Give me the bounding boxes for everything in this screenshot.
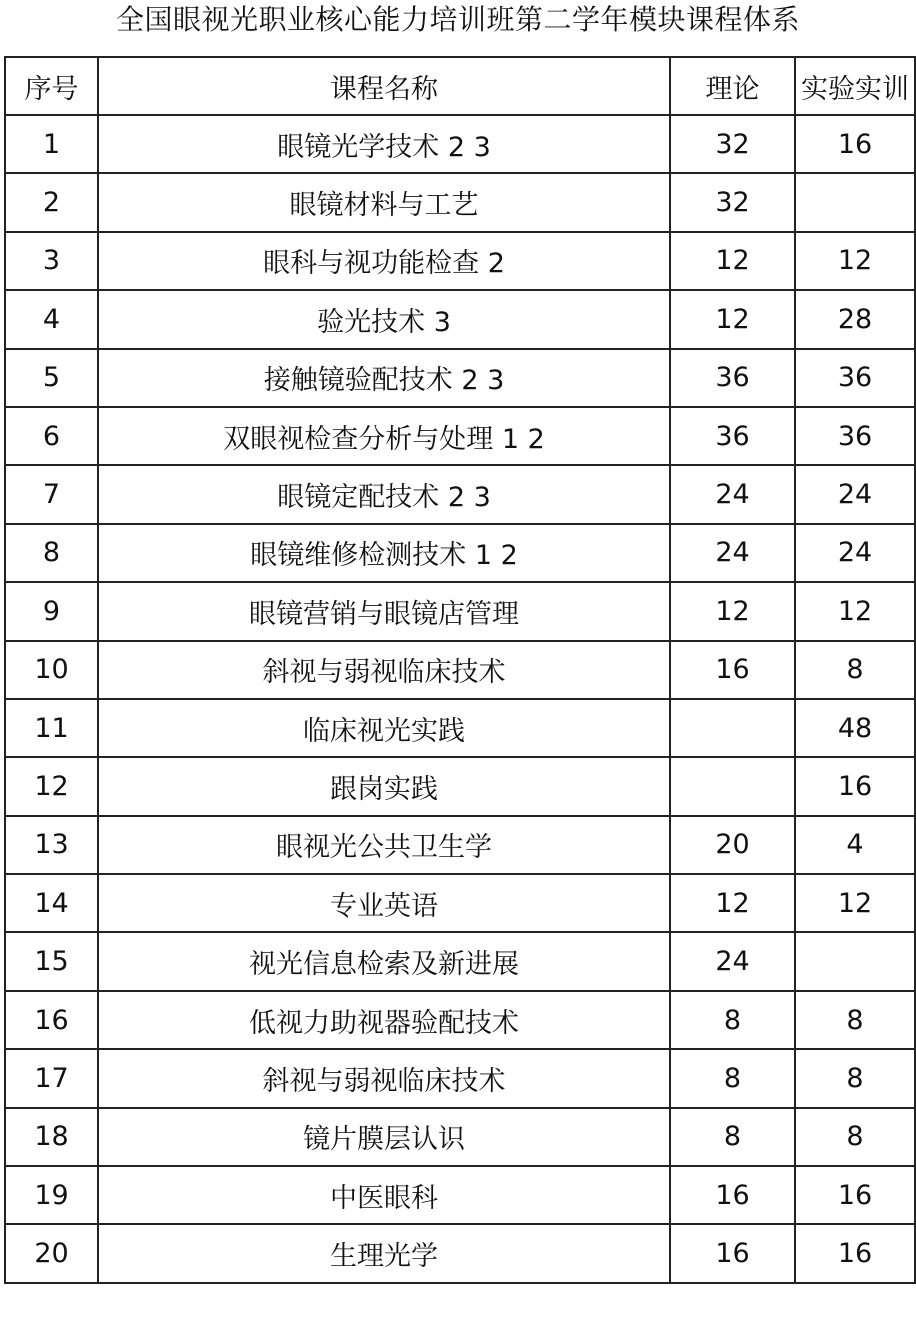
cell-lab: 28: [795, 290, 915, 348]
cell-course-name: 双眼视检查分析与处理 1 2: [98, 407, 670, 465]
table-row: [5, 115, 915, 173]
cell-course-name: 专业英语: [98, 874, 670, 932]
cell-theory: 12: [670, 582, 795, 640]
table-row: [5, 349, 915, 407]
cell-no: 16: [5, 991, 98, 1049]
cell-lab: 8: [795, 641, 915, 699]
cell-no: 13: [5, 816, 98, 874]
cell-course-name: 眼科与视功能检查 2: [98, 232, 670, 290]
page-title: 全国眼视光职业核心能力培训班第二学年模块课程体系: [115, 3, 800, 36]
table-row: [5, 816, 915, 874]
cell-no: 10: [5, 641, 98, 699]
table-row: [5, 173, 915, 231]
table-row: [5, 290, 915, 348]
cell-course-name: 镜片膜层认识: [98, 1108, 670, 1166]
cell-no: 17: [5, 1049, 98, 1107]
cell-lab: 8: [795, 1108, 915, 1166]
cell-lab: 48: [795, 699, 915, 757]
cell-lab: 16: [795, 1224, 915, 1282]
cell-course-name: 眼镜维修检测技术 1 2: [98, 524, 670, 582]
table-row: [5, 524, 915, 582]
cell-course-name: 验光技术 3: [98, 290, 670, 348]
cell-theory: 8: [670, 991, 795, 1049]
cell-course-name: 接触镜验配技术 2 3: [98, 349, 670, 407]
cell-lab: 36: [795, 407, 915, 465]
cell-theory: 8: [670, 1049, 795, 1107]
table-row: [5, 1049, 915, 1107]
table-row: [5, 757, 915, 815]
table-row: [5, 1166, 915, 1224]
cell-theory: 16: [670, 641, 795, 699]
cell-lab: 16: [795, 757, 915, 815]
cell-no: 11: [5, 699, 98, 757]
table-row: [5, 1108, 915, 1166]
cell-lab: 12: [795, 232, 915, 290]
table-row: [5, 932, 915, 990]
cell-theory: 16: [670, 1166, 795, 1224]
header-lab: 实验实训: [795, 57, 915, 115]
cell-lab: 24: [795, 465, 915, 523]
cell-course-name: 低视力助视器验配技术: [98, 991, 670, 1049]
cell-no: 3: [5, 232, 98, 290]
table-body: [5, 115, 915, 1283]
cell-theory: 36: [670, 349, 795, 407]
header-no: 序号: [5, 57, 98, 115]
cell-theory: [670, 757, 795, 815]
cell-theory: 12: [670, 232, 795, 290]
cell-course-name: 眼镜营销与眼镜店管理: [98, 582, 670, 640]
cell-course-name: 跟岗实践: [98, 757, 670, 815]
cell-theory: 12: [670, 290, 795, 348]
header-theory: 理论: [670, 57, 795, 115]
cell-course-name: 临床视光实践: [98, 699, 670, 757]
cell-theory: 16: [670, 1224, 795, 1282]
cell-no: 1: [5, 115, 98, 173]
cell-lab: 36: [795, 349, 915, 407]
table-row: [5, 407, 915, 465]
table-row: [5, 582, 915, 640]
cell-no: 12: [5, 757, 98, 815]
cell-theory: 36: [670, 407, 795, 465]
cell-no: 20: [5, 1224, 98, 1282]
cell-no: 7: [5, 465, 98, 523]
cell-course-name: 视光信息检索及新进展: [98, 932, 670, 990]
cell-no: 15: [5, 932, 98, 990]
table-row: [5, 699, 915, 757]
table-row: [5, 1224, 915, 1282]
cell-theory: 32: [670, 115, 795, 173]
cell-course-name: 眼镜材料与工艺: [98, 173, 670, 231]
cell-theory: [670, 699, 795, 757]
cell-lab: 8: [795, 991, 915, 1049]
cell-theory: 32: [670, 173, 795, 231]
table-header: [5, 57, 915, 115]
cell-theory: 24: [670, 932, 795, 990]
header-course-name: 课程名称: [98, 57, 670, 115]
cell-no: 19: [5, 1166, 98, 1224]
cell-theory: 20: [670, 816, 795, 874]
cell-course-name: 眼视光公共卫生学: [98, 816, 670, 874]
cell-no: 8: [5, 524, 98, 582]
table-row: [5, 232, 915, 290]
cell-course-name: 眼镜光学技术 2 3: [98, 115, 670, 173]
cell-no: 6: [5, 407, 98, 465]
cell-lab: 4: [795, 816, 915, 874]
cell-no: 4: [5, 290, 98, 348]
cell-theory: 24: [670, 465, 795, 523]
cell-theory: 24: [670, 524, 795, 582]
cell-lab: 8: [795, 1049, 915, 1107]
course-table: [4, 56, 916, 1284]
cell-course-name: 斜视与弱视临床技术: [98, 641, 670, 699]
table-row: [5, 641, 915, 699]
table-row: [5, 465, 915, 523]
table-row: [5, 991, 915, 1049]
cell-no: 2: [5, 173, 98, 231]
cell-course-name: 生理光学: [98, 1224, 670, 1282]
cell-no: 18: [5, 1108, 98, 1166]
cell-lab: [795, 173, 915, 231]
cell-lab: 12: [795, 582, 915, 640]
cell-theory: 12: [670, 874, 795, 932]
header-row: [5, 57, 915, 115]
cell-course-name: 眼镜定配技术 2 3: [98, 465, 670, 523]
cell-lab: 12: [795, 874, 915, 932]
cell-lab: 16: [795, 1166, 915, 1224]
cell-course-name: 斜视与弱视临床技术: [98, 1049, 670, 1107]
cell-no: 9: [5, 582, 98, 640]
cell-lab: 16: [795, 115, 915, 173]
cell-no: 5: [5, 349, 98, 407]
cell-course-name: 中医眼科: [98, 1166, 670, 1224]
cell-lab: [795, 932, 915, 990]
table-row: [5, 874, 915, 932]
cell-no: 14: [5, 874, 98, 932]
cell-theory: 8: [670, 1108, 795, 1166]
cell-lab: 24: [795, 524, 915, 582]
